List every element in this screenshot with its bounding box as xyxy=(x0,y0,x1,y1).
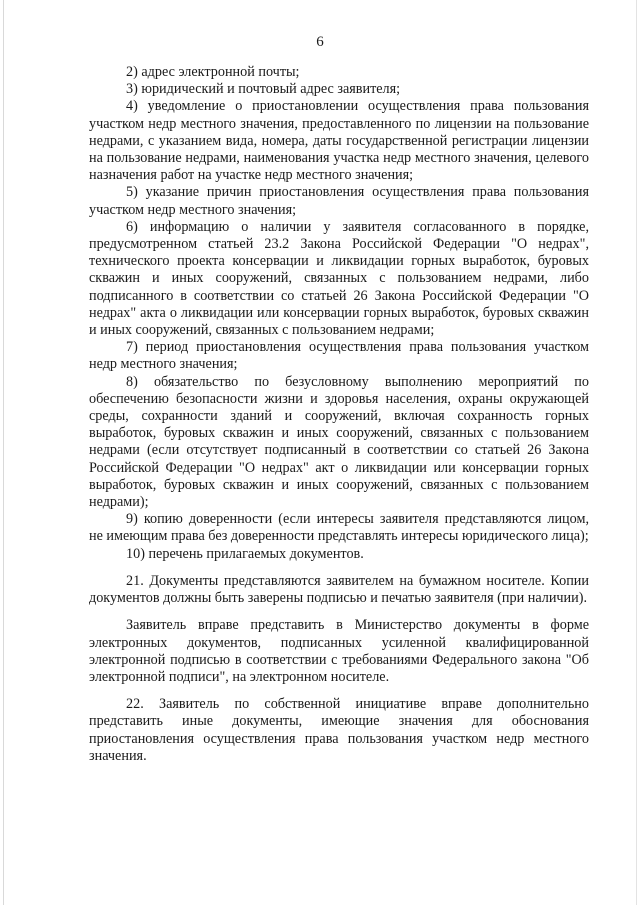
list-item-email: 2) адрес электронной почты; xyxy=(126,64,300,80)
list-item-suspension-notice: 4) уведомление о приостановлении осуществления права пользования участком недр местного значения, предоставленного по лицензии на пользование недрами, с указанием вида, номера, даты государственной регистрации лицензии на пользование недрами, наименования участка недр местного значения, целевого назначения работ на участке недр местного значения; xyxy=(89,98,589,184)
document-body xyxy=(89,64,589,765)
clause-21: 21. Документы представляются заявителем на бумажном носителе. Копии документов должны быть заверены подписью и печатью заявителя (при наличии). xyxy=(89,572,589,607)
clause-22: 22. Заявитель по собственной инициативе вправе дополнительно представить иные документы, имеющие значения для обоснования приостановления осуществления права пользования участком недр местного значения. xyxy=(89,696,589,764)
list-item-suspension-reasons: 5) указание причин приостановления осуществления права пользования участком недр местного значения; xyxy=(89,184,589,218)
list-item-power-of-attorney: 9) копию доверенности (если интересы заявителя представляются лицом, не имеющим права без доверенности представлять интересы юридического лица); xyxy=(89,511,589,545)
list-item-liquidation-project-info: 6) информацию о наличии у заявителя согласованного в порядке, предусмотренном статьей 23.2 Закона Российской Федерации "О недрах", технического проекта консервации и ликвидации горных выработок, буровых скважин и иных сооружений, связанных с пользованием недрами, либо подписанного в соответствии со статьей 26 Закона Российской Федерации "О недрах" акта о ликвидации или консервации горных выработок, буровых скважин и иных сооружений, связанных с пользованием недрами; xyxy=(89,218,589,339)
page-edge-left xyxy=(3,0,4,905)
clause-21-electronic-submission: Заявитель вправе представить в Министерство документы в форме электронных документов, подписанных усиленной квалифицированной электронной подписью в соответствии с требованиями Федерального закона "Об электронной подписи", на электронном носителе. xyxy=(89,617,589,685)
list-item-safety-obligation: 8) обязательство по безусловному выполнению мероприятий по обеспечению безопасности жизни и здоровья населения, охраны окружающей среды, сохранности зданий и сооружений, включая сохранность горных выработок, буровых скважин и иных сооружений, связанных с пользованием недрами (если отсутствует подписанный в соответствии со статьей 26 Закона Российской Федерации "О недрах" акт о ликвидации или консервации горных выработок, буровых скважин и иных сооружений, связанных с пользованием недрами); xyxy=(89,373,589,511)
list-item-attachments-list: 10) перечень прилагаемых документов. xyxy=(126,545,364,562)
list-item-suspension-period: 7) период приостановления осуществления права пользования участком недр местного значения; xyxy=(89,339,589,373)
page-number: 6 xyxy=(316,34,324,50)
page-edge-right xyxy=(636,0,637,905)
list-item-address: 3) юридический и почтовый адрес заявителя; xyxy=(126,81,401,98)
